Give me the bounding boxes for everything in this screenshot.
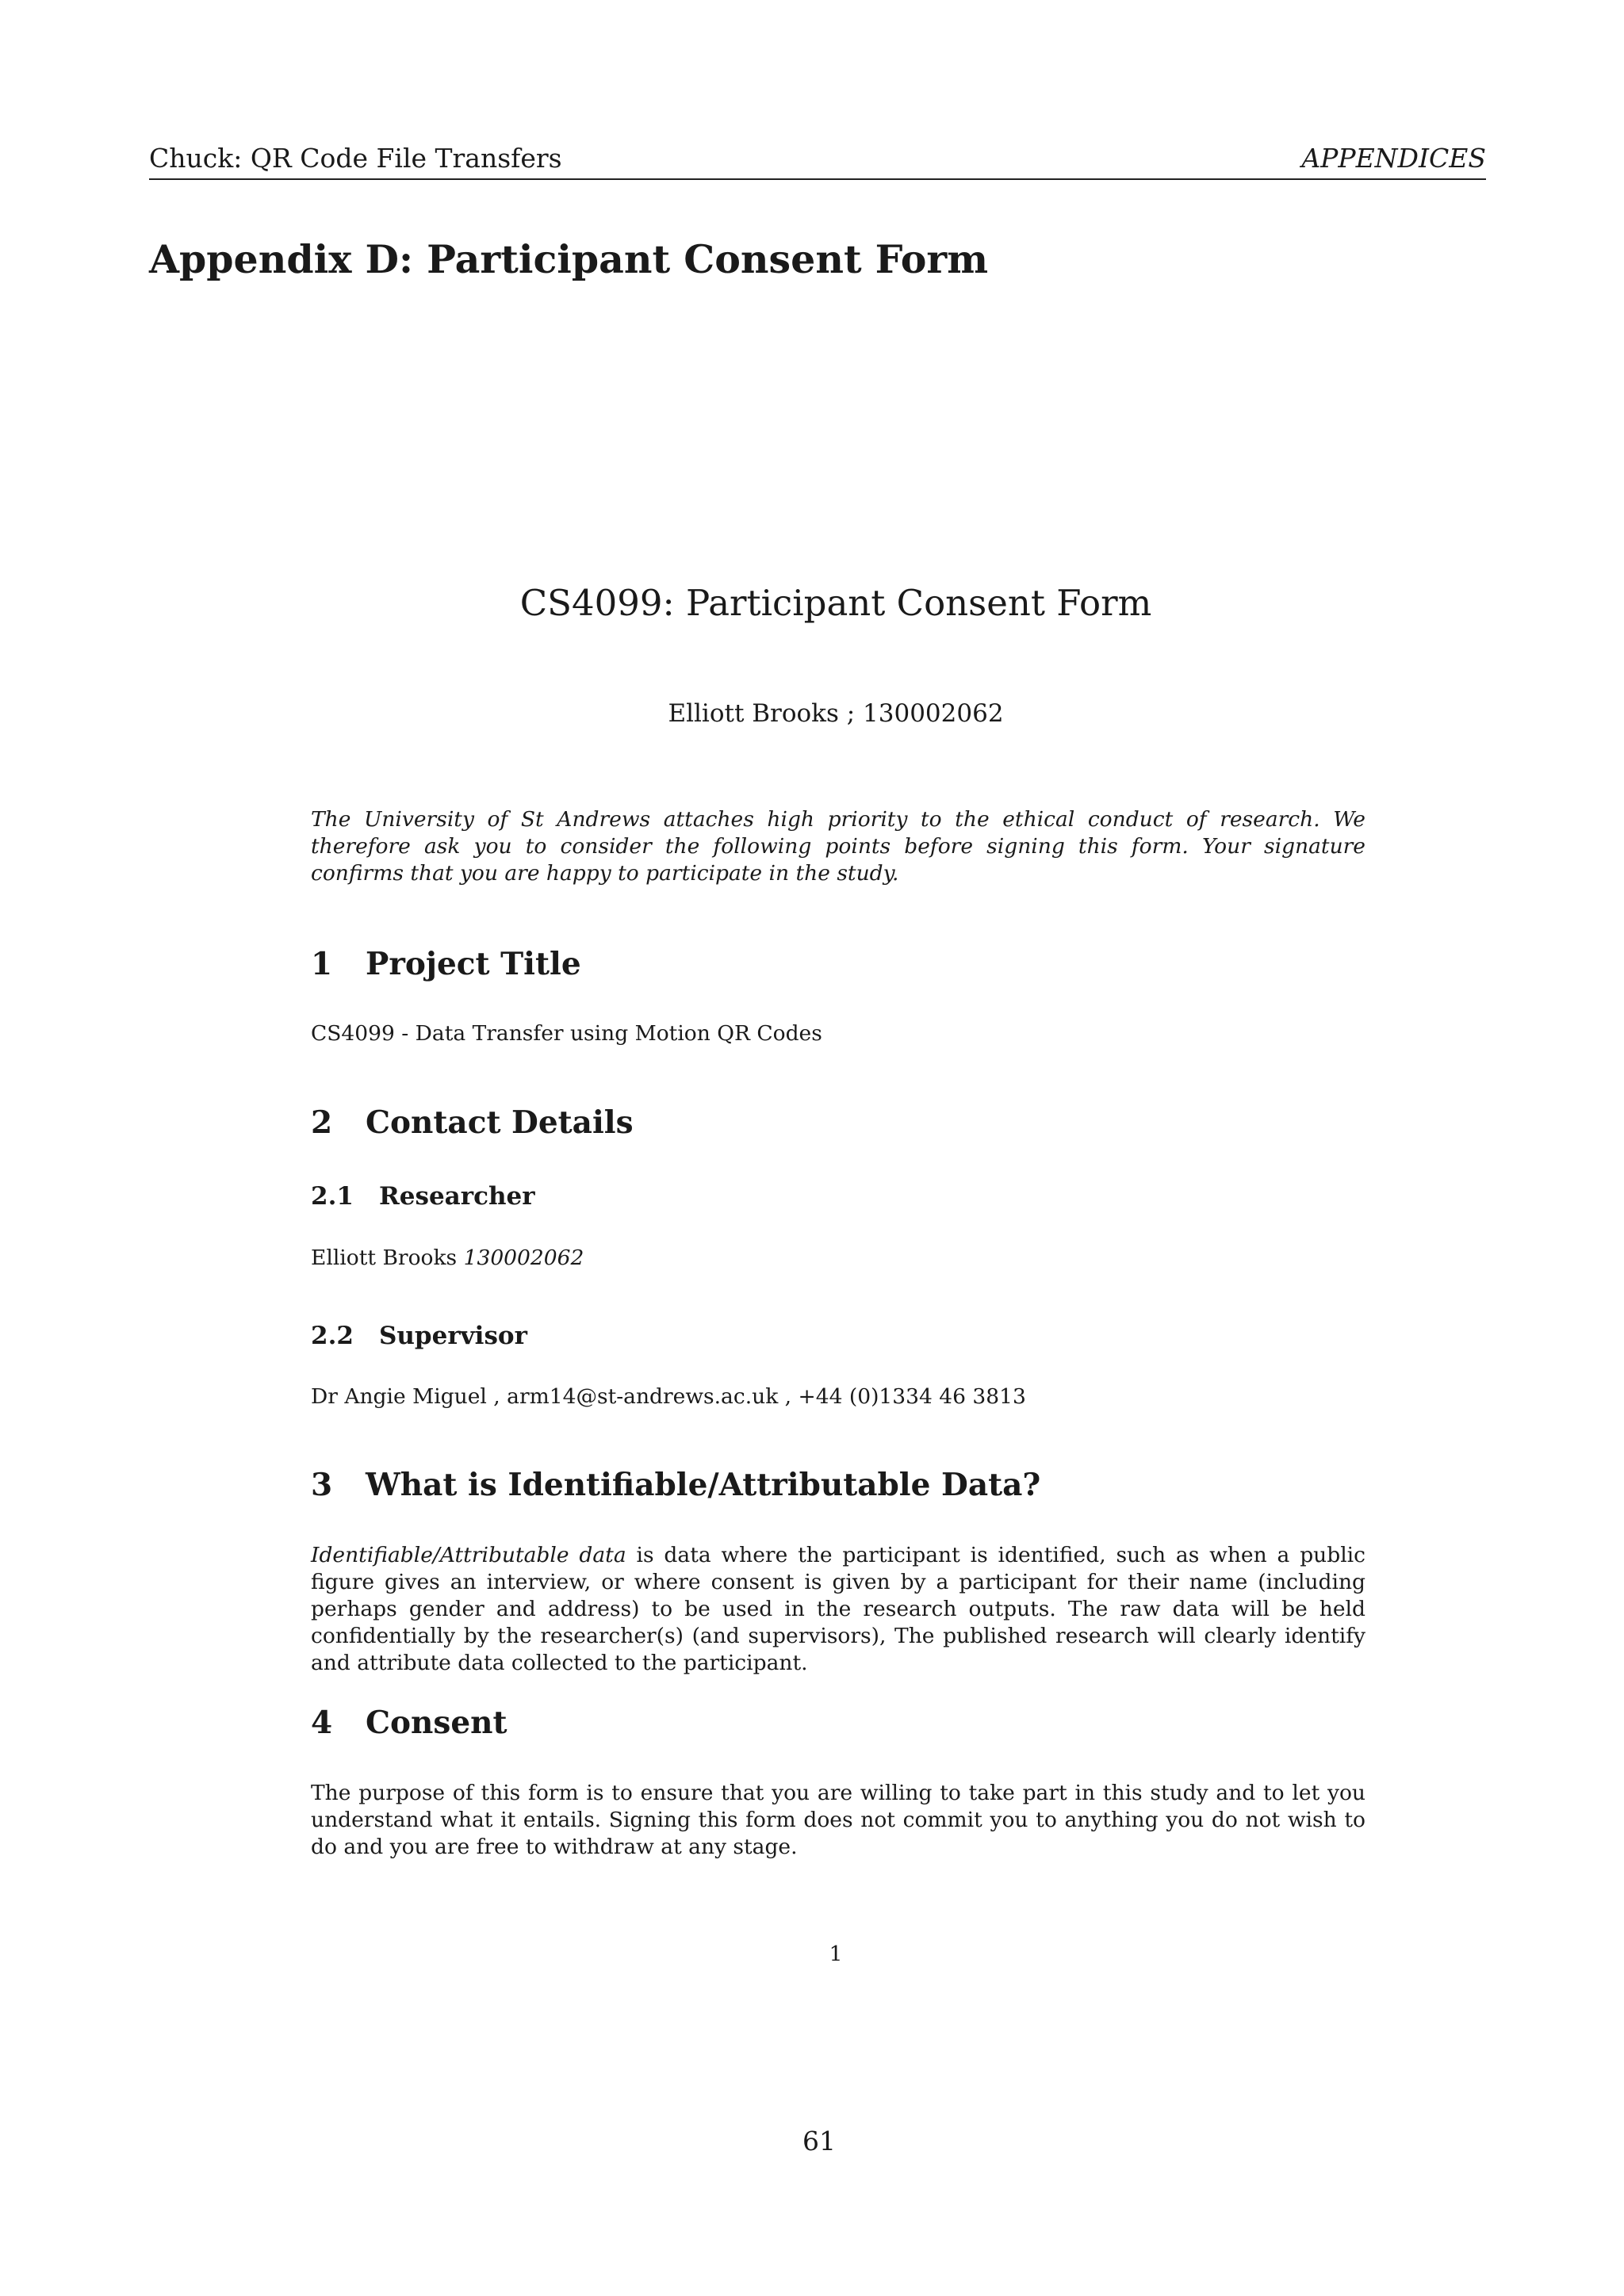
section-number: 2 bbox=[311, 1104, 333, 1141]
section-title: Consent bbox=[366, 1705, 508, 1741]
supervisor-details: Dr Angie Miguel , arm14@st-andrews.ac.uk , +44 (0)1334 46 3813 bbox=[311, 1384, 1026, 1409]
form-author: Elliott Brooks ; 130002062 bbox=[668, 699, 1004, 728]
section-title: Contact Details bbox=[366, 1104, 634, 1141]
section-2-heading bbox=[311, 1104, 634, 1142]
section-1-heading bbox=[311, 945, 581, 983]
header-rule bbox=[149, 178, 1486, 180]
project-title-text: CS4099 - Data Transfer using Motion QR Codes bbox=[311, 1021, 822, 1046]
section-title: Project Title bbox=[366, 946, 581, 982]
form-page-number: 1 bbox=[829, 1942, 843, 1966]
identifiable-data-paragraph bbox=[311, 1542, 1365, 1677]
subsection-2-2-heading bbox=[311, 1320, 527, 1352]
running-header-title: Chuck: QR Code File Transfers bbox=[149, 143, 562, 174]
consent-paragraph: The purpose of this form is to ensure that you are willing to take part in this study and to let you understand what it entails. Signing this form does not commit you to anything you do not wish to do and you are free to withdraw at any stage. bbox=[311, 1781, 1365, 1859]
appendix-title: Appendix D: Participant Consent Form bbox=[149, 236, 989, 282]
subsection-2-1-heading bbox=[311, 1181, 535, 1212]
researcher-details bbox=[311, 1245, 1365, 1272]
section-title: What is Identifiable/Attributable Data? bbox=[366, 1467, 1041, 1503]
section-number: 1 bbox=[311, 946, 333, 982]
subsection-number: 2.1 bbox=[311, 1182, 354, 1211]
section-3-heading bbox=[311, 1466, 1040, 1504]
section-number: 3 bbox=[311, 1467, 333, 1503]
subsection-number: 2.2 bbox=[311, 1322, 354, 1350]
section-number: 4 bbox=[311, 1705, 333, 1741]
page-number: 61 bbox=[802, 2126, 836, 2156]
defined-term: Identifiable/Attributable data bbox=[311, 1543, 626, 1567]
researcher-id: 130002062 bbox=[463, 1246, 584, 1270]
researcher-name: Elliott Brooks bbox=[311, 1246, 458, 1270]
form-intro: The University of St Andrews attaches high priority to the ethical conduct of research. We therefore ask you to consider the following points before signing this form. Your signature confirms that you are happy to participate in the study. bbox=[311, 807, 1365, 886]
subsection-title: Supervisor bbox=[379, 1322, 527, 1350]
section-4-heading bbox=[311, 1704, 508, 1742]
running-header-section: APPENDICES bbox=[1301, 143, 1486, 174]
definition-text: is data where the participant is identified, such as when a public figure gives an interview, or where consent is given by a participant for their name (including perhaps gender and address) to be used in the research outputs. The raw data will be held confidentially by the researcher(s) (and supervisors), The published research will clearly identify and attribute data collected to the participant. bbox=[311, 1543, 1365, 1675]
form-title: CS4099: Participant Consent Form bbox=[519, 582, 1152, 624]
subsection-title: Researcher bbox=[379, 1182, 535, 1211]
